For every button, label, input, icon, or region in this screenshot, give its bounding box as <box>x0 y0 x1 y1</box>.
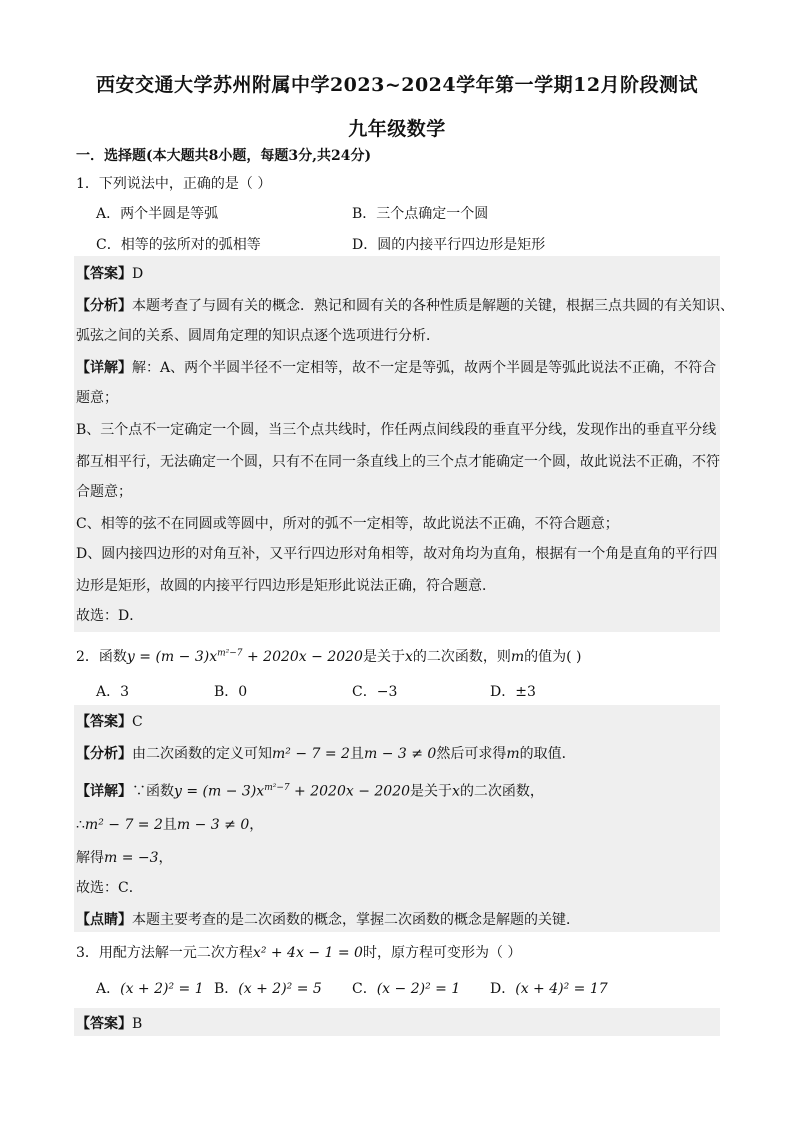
exam-title: 西安交通大学苏州附属中学2023~2024学年第一学期12月阶段测试 <box>95 74 699 96</box>
question-3-stem: 3．用配方法解一元二次方程x² + 4x − 1 = 0时，原方程可变形为（ ） <box>76 945 522 961</box>
q2-comment: 【点睛】本题主要考查的是二次函数的概念，掌握二次函数的概念是解题的关键． <box>76 912 580 928</box>
q1-option-d: D．圆的内接平行四边形是矩形 <box>352 237 546 253</box>
q1-detail-5: 合题意； <box>76 484 132 500</box>
q1-detail-6: C、相等的弦不在同圆或等圆中，所对的弧不一定相等，故此说法不正确，不符合题意； <box>76 516 619 532</box>
q3-option-c: C．(x − 2)² = 1 <box>352 981 461 997</box>
q1-analysis-cont: 弧弦之间的关系、圆周角定理的知识点逐个选项进行分析． <box>76 328 440 344</box>
q1-detail-8: 边形是矩形，故圆的内接平行四边形是矩形此说法正确，符合题意． <box>76 578 496 594</box>
q1-option-a: A．两个半圆是等弧 <box>96 206 219 222</box>
question-1-stem: 1．下列说法中，正确的是（ ） <box>76 176 272 192</box>
section-heading: 一．选择题(本大题共8小题，每题3分,共24分) <box>76 148 372 164</box>
q3-option-a: A．(x + 2)² = 1 <box>96 981 204 997</box>
q1-choose: 故选：D． <box>76 608 144 624</box>
q2-answer: 【答案】C <box>76 714 143 730</box>
q1-detail-2: 题意； <box>76 390 118 406</box>
q2-option-a: A．3 <box>96 684 130 700</box>
question-2-stem: 2．函数$y = (m - 3)x^{m^2-7} + 2020x - 2020$是关于x的二次函数，则m的值为( ) <box>76 648 582 665</box>
q2-step-1: ∴m² − 7 = 2且m − 3 ≠ 0， <box>76 817 264 833</box>
q2-choose: 故选：C． <box>76 880 143 896</box>
q3-option-b: B．(x + 2)² = 5 <box>214 981 322 997</box>
q1-detail: 【详解】解：A、两个半圆半径不一定相等，故不一定是等弧，故两个半圆是等弧此说法不正确，不符合 <box>76 360 717 376</box>
q1-detail-7: D、圆内接四边形的对角互补，又平行四边形对角相等，故对角均为直角，根据有一个角是直角的平行四 <box>76 546 718 562</box>
q2-option-d: D．±3 <box>490 684 536 700</box>
q3-option-d: D．(x + 4)² = 17 <box>490 981 608 997</box>
q2-option-c: C．−3 <box>352 684 398 700</box>
q1-analysis: 【分析】本题考查了与圆有关的概念．熟记和圆有关的各种性质是解题的关键，根据三点共圆的有关知识、 <box>76 298 734 314</box>
q1-option-b: B．三个点确定一个圆 <box>352 206 489 222</box>
exam-subtitle: 九年级数学 <box>348 118 446 140</box>
q1-detail-3: B、三个点不一定确定一个圆，当三个点共线时，作任两点间线段的垂直平分线，发现作出的垂直平分线 <box>76 422 717 438</box>
q2-step-2: 解得m = −3， <box>76 850 173 866</box>
q3-answer: 【答案】B <box>76 1016 143 1032</box>
q2-detail: 【详解】∵函数$y = (m - 3)x^{m^2-7} + 2020x - 2020$是关于x的二次函数， <box>76 783 544 800</box>
q1-answer: 【答案】D <box>76 266 144 282</box>
q1-detail-4: 都互相平行，无法确定一个圆，只有不在同一条直线上的三个点才能确定一个圆，故此说法不正确，不符 <box>76 454 720 470</box>
q2-option-b: B．0 <box>214 684 248 700</box>
q2-analysis: 【分析】由二次函数的定义可知m² − 7 = 2且m − 3 ≠ 0然后可求得m的取值． <box>76 746 576 762</box>
q1-option-c: C．相等的弦所对的弧相等 <box>96 237 261 253</box>
